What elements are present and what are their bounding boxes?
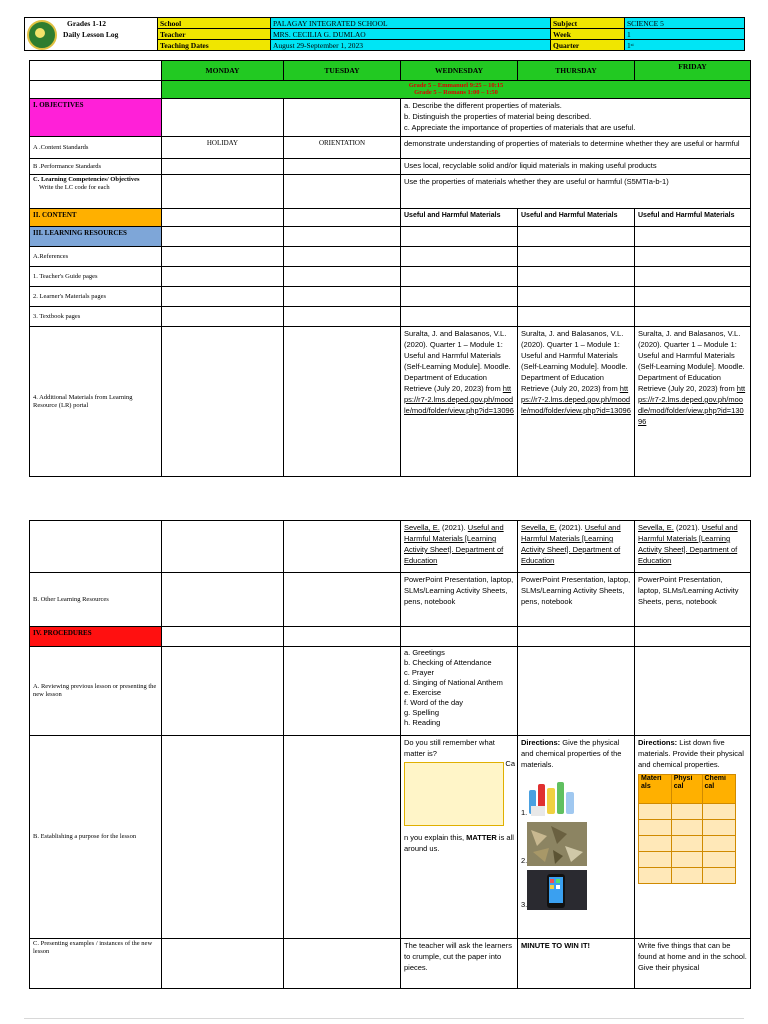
wed-content-title: Useful and Harmful Materials <box>401 209 518 227</box>
empty-cell <box>635 267 751 287</box>
thu-purpose <box>518 736 635 939</box>
empty-cell <box>401 227 518 247</box>
empty-cell <box>284 736 401 939</box>
empty-cell <box>162 573 284 627</box>
page-bottom-divider <box>24 1018 744 1019</box>
table-cell[interactable] <box>702 852 736 868</box>
thu-reference <box>518 327 635 477</box>
table-cell[interactable] <box>671 820 702 836</box>
empty-cell <box>162 287 284 307</box>
teacher-label: Teacher <box>158 29 271 40</box>
item-number: 1. <box>521 808 528 817</box>
day-tuesday: TUESDAY <box>284 61 401 81</box>
competencies-sub: Write the LC code for each <box>39 184 110 191</box>
empty-cell <box>284 175 401 209</box>
empty-cell <box>162 227 284 247</box>
empty-cell <box>518 287 635 307</box>
performance-text: Uses local, recyclable solid and/or liquid materials in making useful products <box>401 159 751 175</box>
directions-text: Give the physical and chemical properties of the materials. <box>521 738 622 769</box>
review-list <box>401 647 518 736</box>
empty-cell <box>284 227 401 247</box>
purpose-statement <box>404 832 514 854</box>
subject-value: SCIENCE 5 <box>625 18 745 29</box>
metal-scrap-image-icon <box>527 822 587 866</box>
corner-cell <box>30 61 162 81</box>
purpose-label: B. Establishing a purpose for the lesson <box>30 736 162 939</box>
directions-label: Directions: <box>521 738 561 747</box>
day-friday: FRIDAY <box>635 61 751 81</box>
thu-content-title: Useful and Harmful Materials <box>518 209 635 227</box>
learners-materials-label: 2. Learner's Materials pages <box>30 287 162 307</box>
competencies-label <box>30 175 162 209</box>
monday-holiday: HOLIDAY <box>162 137 284 159</box>
ref2-title: Useful and Harmful Materials [Learning Activity Sheet]. Department of Education <box>521 523 621 565</box>
ref2-title: Useful and Harmful Materials [Learning Activity Sheet]. Department of Education <box>638 523 738 565</box>
empty-cell <box>284 99 401 137</box>
grade-line-2: Grade 5 – Romans 1:00 – 1:50 <box>414 89 498 96</box>
list-item: f. Word of the day <box>404 698 464 707</box>
wed-reference <box>401 327 518 477</box>
empty-cell <box>401 247 518 267</box>
table-cell[interactable] <box>702 868 736 884</box>
empty-cell <box>162 209 284 227</box>
empty-cell <box>635 647 751 736</box>
additional-materials-label: 4. Additional Materials from Learning Resource (LR) portal <box>30 327 162 477</box>
purpose-bold: MATTER <box>466 833 497 842</box>
empty-cell <box>162 247 284 267</box>
empty-cell <box>518 227 635 247</box>
empty-cell <box>635 287 751 307</box>
list-item: g. Spelling <box>404 708 440 717</box>
reference-text: Suralta, J. and Balasanos, V.L. (2020). Quarter 1 – Module 1: Useful and Harmful Materials (Self-Learning Module]. Moodle. Department of Education Retrieve (July 20, 2023) from <box>638 329 745 393</box>
teachers-guide-label: 1. Teacher's Guide pages <box>30 267 162 287</box>
textbook-label: 3. Textbook pages <box>30 307 162 327</box>
week-value: 1 <box>625 29 745 40</box>
empty-cell <box>284 247 401 267</box>
item-number: 2. <box>521 856 528 865</box>
ref2-year: (2021). <box>439 523 468 532</box>
empty-cell <box>635 247 751 267</box>
reference-text: Suralta, J. and Balasanos, V.L. (2020). Quarter 1 – Module 1: Useful and Harmful Materials (Self-Learning Module]. Moodle. Department of Education Retrieve (July 20, 2023) from <box>404 329 511 393</box>
ref2-author: Sevella, E. <box>404 523 440 532</box>
fri-reference <box>635 327 751 477</box>
deped-seal-icon <box>27 20 57 50</box>
table-cell[interactable] <box>702 804 736 820</box>
school-value: PALAGAY INTEGRATED SCHOOL <box>271 18 551 29</box>
wed-lr-sheet <box>401 521 518 573</box>
item-number: 3. <box>521 900 528 909</box>
empty-cell <box>635 627 751 647</box>
material-2 <box>521 822 631 866</box>
day-monday: MONDAY <box>162 61 284 81</box>
wed-present: The teacher will ask the learners to crumple, cut the paper into pieces. <box>401 939 518 989</box>
table-cell[interactable] <box>702 820 736 836</box>
objective-c: c. Appreciate the importance of properties of materials that are useful. <box>404 123 636 132</box>
reference-link[interactable]: https://r7-2.lms.deped.gov.ph/moodle/mod/folder/view.php?id=13096 <box>404 384 514 415</box>
grade-schedule <box>162 81 751 99</box>
empty-cell <box>162 627 284 647</box>
ref2-title: Useful and Harmful Materials [Learning Activity Sheet]. Department of Education <box>404 523 504 565</box>
list-item: b. Checking of Attendance <box>404 658 492 667</box>
empty-cell <box>518 627 635 647</box>
empty-cell <box>401 307 518 327</box>
fri-present: Write five things that can be found at home and in the school. Give their physical <box>635 939 751 989</box>
empty-cell <box>284 209 401 227</box>
empty-cell <box>284 573 401 627</box>
table-cell[interactable] <box>639 836 672 852</box>
lesson-table-page1 <box>29 60 751 477</box>
ref2-author: Sevella, E. <box>638 523 674 532</box>
thu-lr-sheet <box>518 521 635 573</box>
bottles-image-icon <box>527 776 577 818</box>
resources-heading: III. LEARNING RESOURCES <box>30 227 162 247</box>
properties-table <box>638 774 736 884</box>
smartphone-image-icon <box>527 870 587 910</box>
grades-label: Grades 1-12 <box>67 19 106 28</box>
fri-purpose <box>635 736 751 939</box>
empty-cell <box>401 627 518 647</box>
empty-cell <box>518 247 635 267</box>
objective-b: b. Distinguish the properties of material being described. <box>404 112 592 121</box>
material-1 <box>521 776 631 818</box>
objectives-heading: I. OBJECTIVES <box>30 99 162 137</box>
table-cell[interactable] <box>702 836 736 852</box>
table-cell[interactable] <box>671 852 702 868</box>
objective-a: a. Describe the different properties of materials. <box>404 101 562 110</box>
empty-cell <box>284 327 401 477</box>
list-item: d. Singing of National Anthem <box>404 678 503 687</box>
header-table <box>24 17 745 51</box>
reference-link[interactable]: https://r7-2.lms.deped.gov.ph/moodle/mod/folder/view.php?id=13096 <box>521 384 631 415</box>
empty-cell <box>401 267 518 287</box>
empty-cell <box>284 647 401 736</box>
procedures-heading: IV. PROCEDURES <box>30 627 162 647</box>
list-item: a. Greetings <box>404 648 445 657</box>
lesson-table-page2 <box>29 520 751 989</box>
empty-cell <box>284 159 401 175</box>
reviewing-label: A. Reviewing previous lesson or presenting the new lesson <box>30 647 162 736</box>
empty-cell <box>518 267 635 287</box>
empty-cell <box>284 521 401 573</box>
list-item: e. Exercise <box>404 688 442 697</box>
table-cell[interactable] <box>671 836 702 852</box>
purpose-text-1: n you explain this, <box>404 833 467 842</box>
performance-standards-label: B .Performance Standards <box>30 159 162 175</box>
directions-text: List down five materials. Provide their physical and chemical properties. <box>638 738 744 769</box>
material-3 <box>521 870 631 910</box>
empty-cell <box>162 267 284 287</box>
directions-label: Directions: <box>638 738 678 747</box>
empty-cell <box>162 647 284 736</box>
school-label: School <box>158 18 271 29</box>
content-standards-label: A .Content Standards <box>30 137 162 159</box>
ref2-year: (2021). <box>556 523 585 532</box>
content-heading: II. CONTENT <box>30 209 162 227</box>
empty-cell <box>162 327 284 477</box>
empty-cell <box>30 521 162 573</box>
empty-cell <box>162 521 284 573</box>
reference-text: Suralta, J. and Balasanos, V.L. (2020). Quarter 1 – Module 1: Useful and Harmful Materials (Self-Learning Module]. Moodle. Department of Education Retrieve (July 20, 2023) from <box>521 329 628 393</box>
list-item: h. Reading <box>404 718 441 727</box>
empty-cell <box>284 627 401 647</box>
empty-cell <box>162 175 284 209</box>
dates-value: August 29-September 1, 2023 <box>271 40 551 51</box>
quarter-label: Quarter <box>551 40 625 51</box>
subject-label: Subject <box>551 18 625 29</box>
empty-cell <box>401 287 518 307</box>
thu-present: MINUTE TO WIN IT! <box>518 939 635 989</box>
ref2-year: (2021). <box>673 523 702 532</box>
content-standards-text: demonstrate understanding of properties of materials to determine whether they are useful or harmful <box>401 137 751 159</box>
empty-cell <box>284 939 401 989</box>
purpose-question: Do you still remember what matter is? <box>404 738 495 758</box>
purpose-text-2: is all around us. <box>404 833 514 853</box>
ref2-author: Sevella, E. <box>521 523 557 532</box>
fri-other: PowerPoint Presentation, laptop, SLMs/Learning Activity Sheets, pens, notebook <box>635 573 751 627</box>
competencies-text: Use the properties of materials whether they are useful or harmful (S5MTIa-b-1) <box>401 175 751 209</box>
dates-label: Teaching Dates <box>158 40 271 51</box>
empty-cell <box>162 736 284 939</box>
matter-picture-box <box>404 762 504 826</box>
empty-cell <box>284 287 401 307</box>
table-cell[interactable] <box>671 804 702 820</box>
empty-cell <box>635 307 751 327</box>
day-thursday: THURSDAY <box>518 61 635 81</box>
empty-cell <box>284 307 401 327</box>
fri-content-title: Useful and Harmful Materials <box>635 209 751 227</box>
empty-cell <box>518 307 635 327</box>
purpose-ca: Ca <box>505 759 515 768</box>
table-cell[interactable] <box>639 868 672 884</box>
table-cell[interactable] <box>639 852 672 868</box>
competencies-title: C. Learning Competencies/ Objectives <box>33 176 140 183</box>
references-label: A.References <box>30 247 162 267</box>
table-cell[interactable] <box>639 804 672 820</box>
empty-cell <box>284 267 401 287</box>
log-title: Daily Lesson Log <box>63 30 119 39</box>
table-cell[interactable] <box>639 820 672 836</box>
other-resources-label: B. Other Learning Resources <box>30 573 162 627</box>
quarter-value: 1ˢᵗ <box>625 40 745 51</box>
thu-other: PowerPoint Presentation, laptop, SLMs/Learning Activity Sheets, pens, notebook <box>518 573 635 627</box>
empty-cell <box>162 307 284 327</box>
grade-line-1: Grade 5 – Emmanuel 9:25 – 10:15 <box>408 82 504 89</box>
objectives-text <box>401 99 751 137</box>
fri-lr-sheet <box>635 521 751 573</box>
day-wednesday: WEDNESDAY <box>401 61 518 81</box>
list-item: c. Prayer <box>404 668 435 677</box>
empty-cell <box>162 939 284 989</box>
logo-cell <box>25 18 158 51</box>
reference-link[interactable]: https://r7-2.lms.deped.gov.ph/moodle/mod/folder/view.php?id=13096 <box>638 384 746 426</box>
wed-other: PowerPoint Presentation, laptop, SLMs/Learning Activity Sheets, pens, notebook <box>401 573 518 627</box>
col-physical: Physi cal <box>671 775 702 804</box>
empty-cell <box>518 647 635 736</box>
week-label: Week <box>551 29 625 40</box>
col-chemical: Chemi cal <box>702 775 736 804</box>
col-materials: Materi als <box>639 775 672 804</box>
table-cell[interactable] <box>671 868 702 884</box>
wed-purpose <box>401 736 518 939</box>
presenting-label: C. Presenting examples / instances of the new lesson <box>30 939 162 989</box>
empty-cell <box>635 227 751 247</box>
teacher-value: MRS. CECILIA G. DUMLAO <box>271 29 551 40</box>
empty-cell <box>162 159 284 175</box>
empty-cell <box>30 81 162 99</box>
tuesday-orientation: ORIENTATION <box>284 137 401 159</box>
empty-cell <box>162 99 284 137</box>
